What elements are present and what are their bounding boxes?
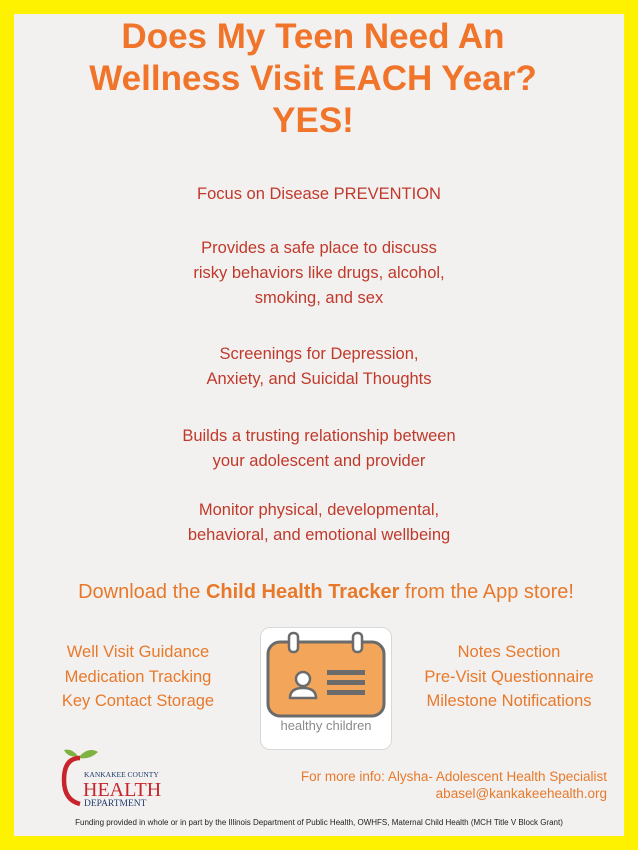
benefit-line: your adolescent and provider bbox=[212, 452, 426, 470]
benefit-line: risky behaviors like drugs, alcohol, bbox=[193, 264, 445, 282]
benefit-line: Monitor physical, developmental, bbox=[198, 501, 440, 519]
benefit-line: Builds a trusting relationship between bbox=[182, 427, 456, 445]
org-county: KANKAKEE COUNTY bbox=[84, 770, 159, 779]
features-left bbox=[46, 640, 230, 714]
org-health: HEALTH bbox=[83, 779, 162, 801]
funding-note: Funding provided in whole or in part by the Illinois Department of Public Health, OWHFS, Maternal Child Health (MCH Title V Block Grant) bbox=[75, 818, 563, 827]
healthy-children-app-logo bbox=[260, 627, 392, 750]
title-line-1: Does My Teen Need An bbox=[121, 17, 505, 56]
benefit-line: smoking, and sex bbox=[254, 289, 384, 307]
title-line-3: YES! bbox=[272, 101, 354, 140]
benefit-monitoring bbox=[0, 498, 638, 548]
download-callout bbox=[0, 578, 638, 606]
contact-name: For more info: Alysha- Adolescent Health Specialist bbox=[300, 769, 607, 784]
benefit-line: behavioral, and emotional wellbeing bbox=[187, 526, 451, 544]
contact-info bbox=[301, 768, 607, 802]
benefit-line: Anxiety, and Suicidal Thoughts bbox=[206, 370, 432, 388]
download-prefix: Download the bbox=[78, 581, 206, 603]
app-logo-label: healthy children bbox=[280, 718, 372, 733]
feature-item: Key Contact Storage bbox=[61, 692, 215, 710]
benefit-screenings bbox=[0, 342, 638, 392]
org-department: DEPARTMENT bbox=[84, 799, 147, 809]
contact-email: abasel@kankakeehealth.org bbox=[435, 786, 607, 801]
benefit-line: Screenings for Depression, bbox=[219, 345, 419, 363]
benefit-prevention bbox=[0, 182, 638, 207]
apple-icon bbox=[60, 744, 190, 810]
download-app-name: Child Health Tracker bbox=[205, 581, 400, 603]
benefit-line: Focus on Disease PREVENTION bbox=[197, 185, 441, 203]
download-suffix: from the App store! bbox=[399, 581, 574, 603]
page-title bbox=[0, 16, 626, 142]
feature-item: Milestone Notifications bbox=[426, 692, 592, 710]
id-card-icon bbox=[261, 628, 391, 720]
feature-item: Notes Section bbox=[457, 643, 561, 661]
features-right bbox=[405, 640, 613, 714]
benefit-relationship bbox=[0, 424, 638, 474]
kankakee-health-department-logo bbox=[60, 744, 190, 810]
feature-item: Well Visit Guidance bbox=[66, 643, 210, 661]
title-line-2: Wellness Visit EACH Year? bbox=[89, 59, 537, 98]
benefit-line: Provides a safe place to discuss bbox=[201, 239, 437, 257]
benefit-safe-place bbox=[0, 236, 638, 311]
feature-item: Pre-Visit Questionnaire bbox=[424, 667, 594, 686]
feature-item: Medication Tracking bbox=[64, 667, 212, 686]
